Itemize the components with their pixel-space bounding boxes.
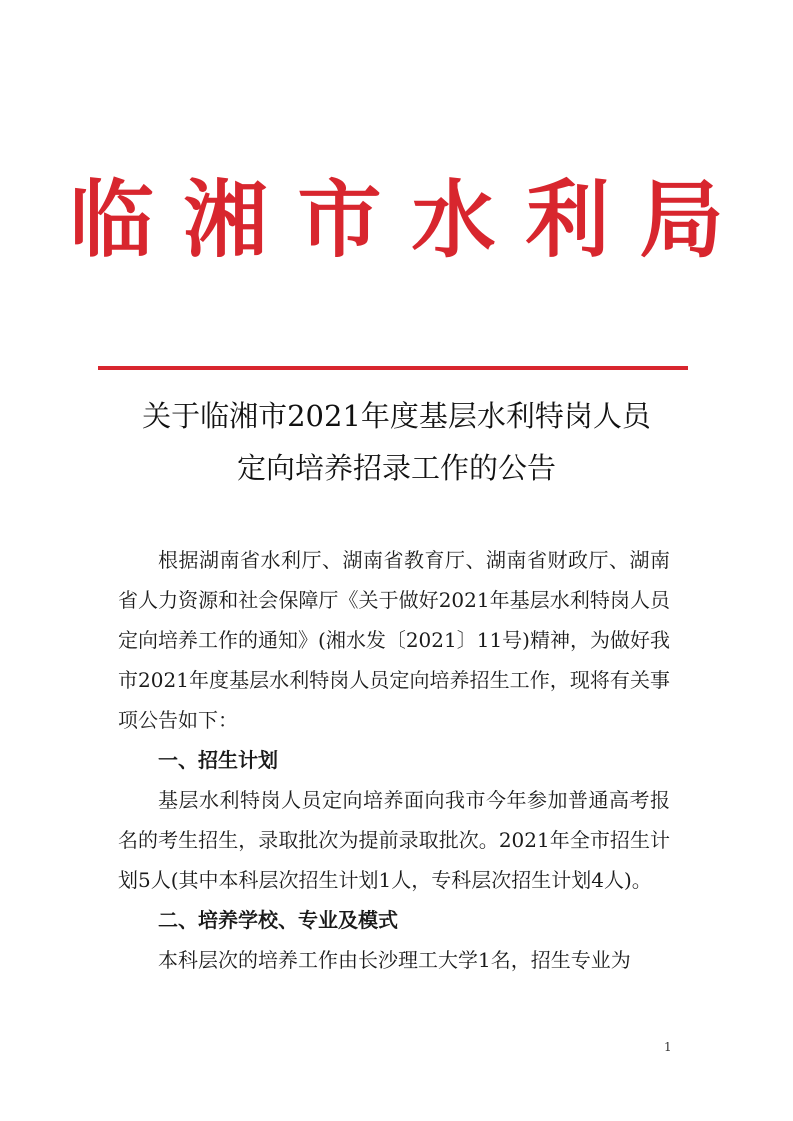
section-heading-2: 二、培养学校、专业及模式 <box>158 908 398 932</box>
document-title-line-1: 关于临湘市2021年度基层水利特岗人员 <box>142 399 651 433</box>
document-body <box>118 540 670 980</box>
masthead <box>0 170 793 270</box>
document-title-line-2: 定向培养招录工作的公告 <box>236 451 556 485</box>
masthead-title: 临湘市水利局 <box>69 171 754 269</box>
section-1-paragraph: 基层水利特岗人员定向培养面向我市今年参加普通高考报名的考生招生，录取批次为提前录取批次。2021年全市招生计划5人(其中本科层次招生计划1人，专科层次招生计划4人)。 <box>118 788 670 892</box>
intro-paragraph: 根据湖南省水利厅、湖南省教育厅、湖南省财政厅、湖南省人力资源和社会保障厅《关于做好2021年基层水利特岗人员定向培养工作的通知》(湘水发〔2021〕11号)精神，为做好我市2021年度基层水利特岗人员定向培养招生工作，现将有关事项公告如下： <box>118 548 670 732</box>
section-heading-1: 一、招生计划 <box>158 748 278 772</box>
section-2-paragraph: 本科层次的培养工作由长沙理工大学1名，招生专业为 <box>158 948 631 972</box>
red-divider-line <box>98 366 688 370</box>
page-number: 1 <box>664 1040 672 1054</box>
